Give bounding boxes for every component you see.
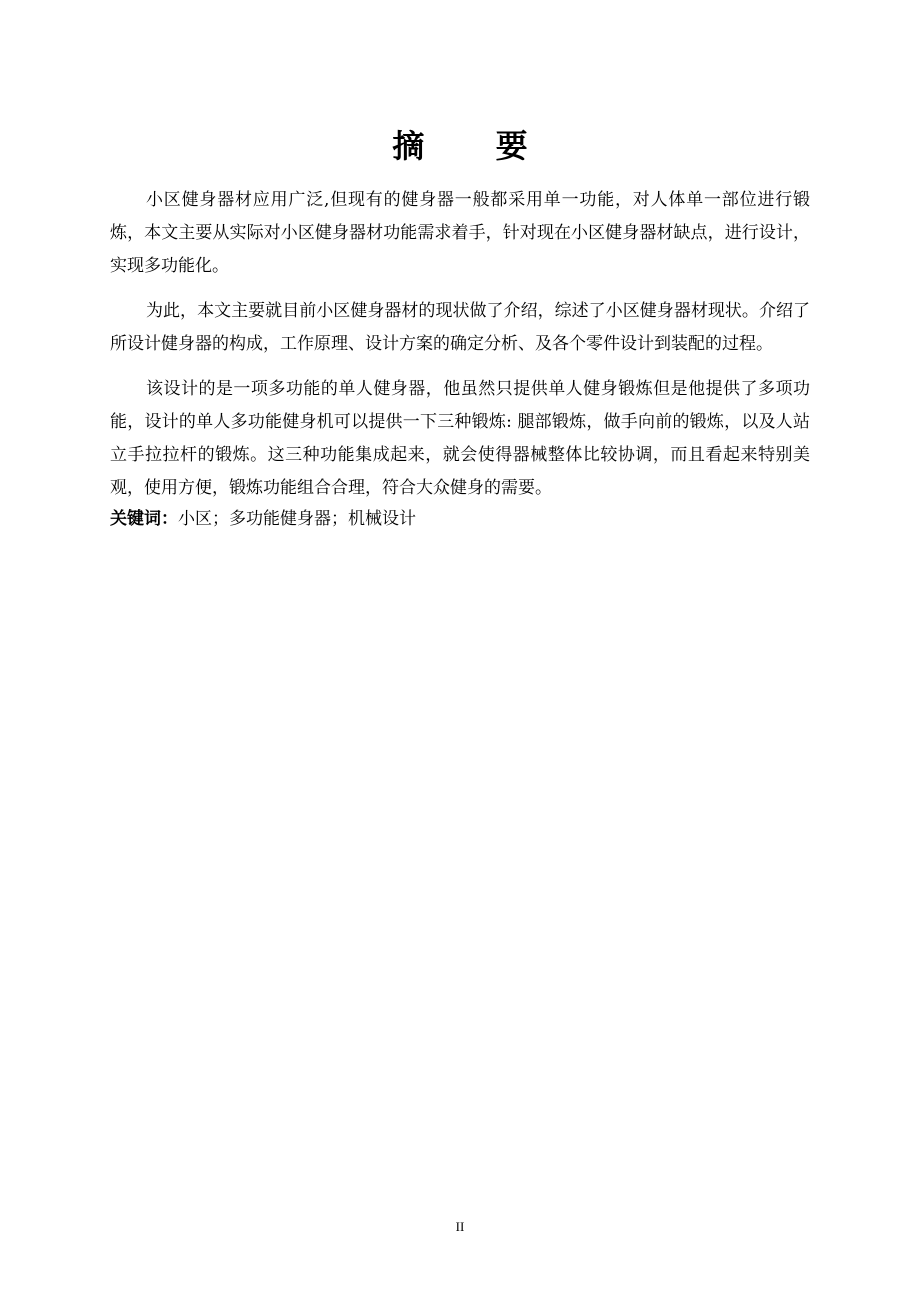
abstract-paragraph-1: 小区健身器材应用广泛,但现有的健身器一般都采用单一功能，对人体单一部位进行锻炼，本文主要从实际对小区健身器材功能需求着手，针对现在小区健身器材缺点，进行设计，实现多功能化。 [110,190,810,276]
keywords-line [110,503,810,536]
abstract-paragraph-3: 该设计的是一项多功能的单人健身器，他虽然只提供单人健身锻炼但是他提供了多项功能，设计的单人多功能健身机可以提供一下三种锻炼: 腿部锻炼，做手向前的锻炼，以及人站立手拉拉杆的锻炼。这三种功能集成起来，就会使得器械整体比较协调，而且看起来特别美观，使用方便，锻炼功能组合合理，符合大众健身的需要。 [110,379,810,498]
keywords-value: 小区；多功能健身器；机械设计 [178,509,416,529]
keywords-label: 关键词： [110,509,178,529]
abstract-paragraph-2: 为此，本文主要就目前小区健身器材的现状做了介绍，综述了小区健身器材现状。介绍了所设计健身器的构成，工作原理、设计方案的确定分析、及各个零件设计到装配的过程。 [110,301,810,354]
abstract-body [110,184,810,536]
page-number: II [455,1219,465,1234]
abstract-title: 摘 要 [392,127,558,165]
